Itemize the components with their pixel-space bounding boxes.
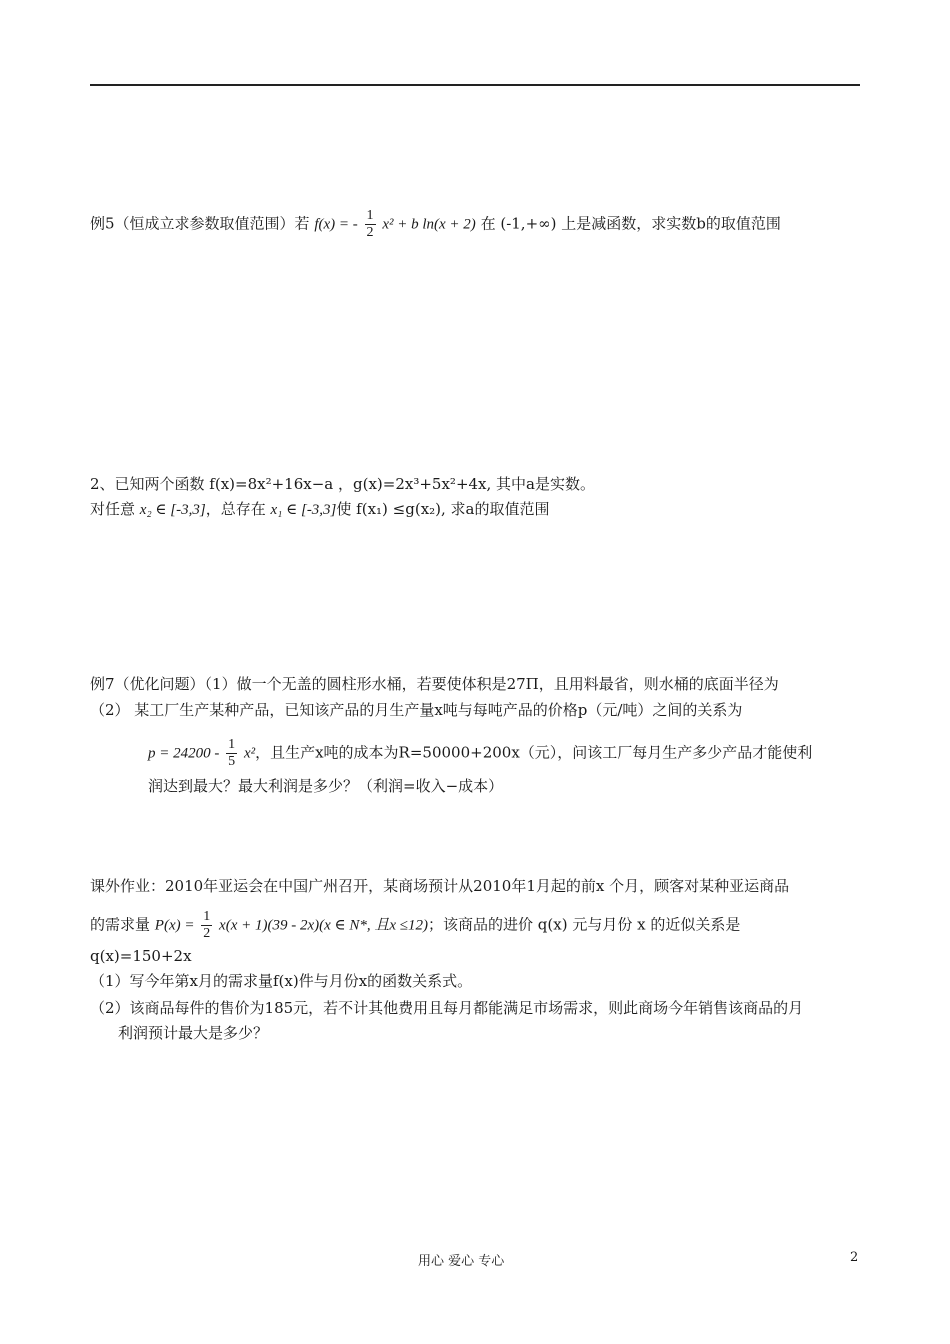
problem2-line2-d: x₁ ∈ [-3,3] <box>270 502 337 518</box>
example5-prefix: 例5（恒成立求参数取值范围）若 <box>90 214 310 233</box>
header-rule <box>90 84 860 86</box>
footer-slogan: 用心 爱心 专心 <box>418 1254 505 1269</box>
example7-line2: （2） 某工厂生产某种产品，已知该产品的月生产量x吨与每吨产品的价格p（元/吨）之间的关系为 <box>90 701 743 719</box>
problem2-line2-e: 使 f(x₁) ≤g(x₂), 求a的取值范围 <box>336 500 550 518</box>
homework-q2-b: 利润预计最大是多少？ <box>118 1024 269 1042</box>
example5-line <box>90 208 781 241</box>
homework-line2 <box>90 909 740 942</box>
page-number: 2 <box>850 1250 859 1265</box>
homework-q2-a: （2）该商品每件的售价为185元，若不计其他费用且每月都能满足市场需求，则此商场今年销售该商品的月 <box>90 999 804 1017</box>
example7-frac-num: 1 <box>228 737 236 752</box>
example5-fraction <box>365 208 376 241</box>
problem2-line2-c: ，总存在 <box>205 500 266 518</box>
homework-q1: （1）写今年第x月的需求量f(x)件与月份x的函数关系式。 <box>90 972 473 990</box>
example7-line1: 例7（优化问题）（1）做一个无盖的圆柱形水桶，若要使体积是27Π，且用料最省，则水桶的底面半径为 <box>90 675 779 693</box>
example7-x2: x² <box>243 745 256 762</box>
homework-fraction <box>201 909 212 942</box>
example7-line4: 润达到最大？最大利润是多少？（利润=收入−成本） <box>148 777 504 795</box>
problem2-line2-b: x₂ ∈ [-3,3] <box>139 502 206 518</box>
example5-rest: x² + b ln(x + 2) <box>382 216 476 233</box>
example5-frac-den: 2 <box>366 225 374 240</box>
example5-fx: f(x) = - <box>314 216 358 233</box>
example7-frac-den: 5 <box>228 754 236 769</box>
example7-line3 <box>148 737 812 770</box>
homework-px: P(x) = <box>154 917 195 934</box>
homework-line2-a: 的需求量 <box>90 915 151 934</box>
example7-line3-rest: ，且生产x吨的成本为R=50000+200x（元），问该工厂每月生产多少产品才能使利 <box>255 743 813 762</box>
problem2-line2 <box>90 499 550 520</box>
example5-frac-num: 1 <box>366 208 374 223</box>
example7-p-eq: p = 24200 - <box>148 745 220 762</box>
example5-suffix: 在 (-1,+∞) 上是减函数，求实数b的取值范围 <box>480 214 781 233</box>
homework-expr: x(x + 1)(39 - 2x)(x ∈ N*, 且x ≤12) <box>219 917 429 934</box>
problem2-line2-a: 对任意 <box>90 500 136 518</box>
problem2-line1: 2、已知两个函数 f(x)=8x²+16x−a ，g(x)=2x³+5x²+4x, 其中a是实数。 <box>90 475 595 493</box>
homework-frac-den: 2 <box>203 926 211 941</box>
homework-line3: q(x)=150+2x <box>90 947 192 965</box>
example7-fraction <box>226 737 237 770</box>
homework-line1: 课外作业：2010年亚运会在中国广州召开，某商场预计从2010年1月起的前x 个月，顾客对某种亚运商品 <box>90 877 790 895</box>
homework-frac-num: 1 <box>203 909 211 924</box>
homework-line2-b: ；该商品的进价 q(x) 元与月份 x 的近似关系是 <box>428 915 741 934</box>
